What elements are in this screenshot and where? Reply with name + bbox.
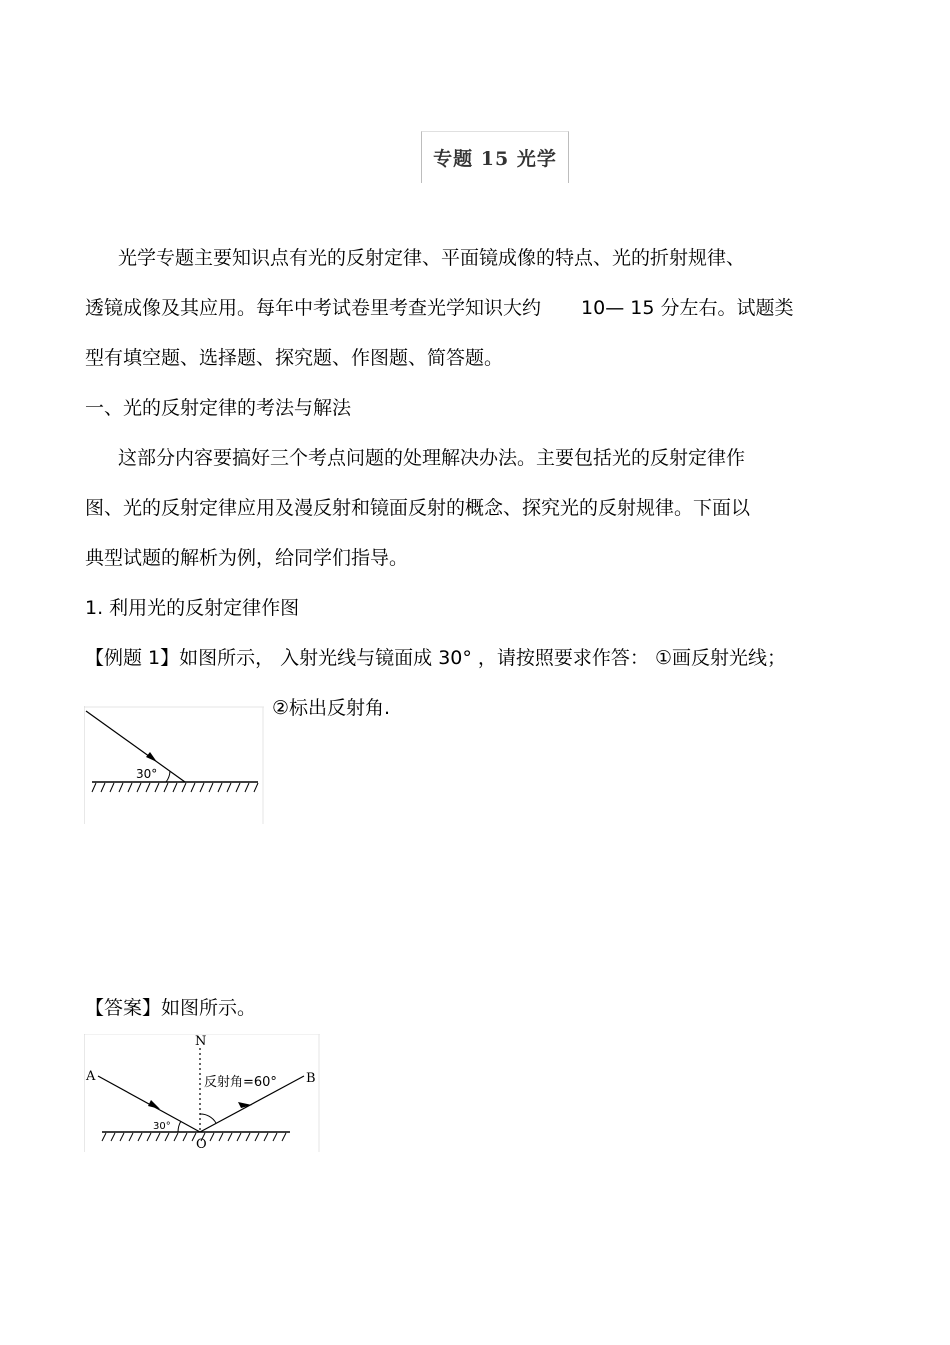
- figure-incident-ray: [84, 706, 264, 824]
- figure-reflection-answer: [84, 1034, 320, 1152]
- subheading: 1. 利用光的反射定律作图: [85, 597, 300, 619]
- intro-line-2b: 10— 15 分左右。试题类: [581, 297, 794, 319]
- reflect-angle-label: 反射角=60°: [204, 1075, 277, 1090]
- angle-arc: [166, 771, 170, 782]
- example-line-1: 【例题 1】如图所示， 入射光线与镜面成 30° ，请按照要求作答： ①画反射光线；: [85, 647, 786, 669]
- section-heading: 一、光的反射定律的考法与解法: [85, 397, 352, 419]
- intro-line-1: 光学专题主要知识点有光的反射定律、平面镜成像的特点、光的折射规律、: [118, 247, 746, 269]
- label-a: A: [86, 1069, 96, 1084]
- section-para-1: 这部分内容要搞好三个考点问题的处理解决办法。主要包括光的反射定律作: [118, 447, 746, 469]
- mirror-hatch: [102, 1133, 286, 1141]
- mirror-hatch: [92, 783, 258, 792]
- title-box: [421, 131, 569, 183]
- arrow-head-icon: [146, 752, 157, 762]
- incident-arrow-icon: [148, 1100, 160, 1109]
- page-title: 专题 15 光学: [433, 148, 557, 170]
- intro-line-3: 型有填空题、选择题、探究题、作图题、简答题。: [85, 347, 504, 369]
- intro-line-2: [85, 296, 793, 320]
- angle-arc-60: [200, 1114, 216, 1123]
- angle-arc-30: [178, 1121, 181, 1132]
- label-b: B: [306, 1071, 316, 1086]
- section-para-3: 典型试题的解析为例，给同学们指导。: [85, 547, 409, 569]
- section-para-2: 图、光的反射定律应用及漫反射和镜面反射的概念、探究光的反射规律。下面以: [85, 497, 751, 519]
- angle-label: 30°: [136, 767, 158, 781]
- angle-label-30: 30°: [153, 1121, 171, 1132]
- answer-line: 【答案】如图所示。: [85, 997, 257, 1019]
- label-o: O: [196, 1137, 207, 1152]
- example-line-2: ②标出反射角.: [272, 697, 391, 719]
- intro-line-2a: 透镜成像及其应用。每年中考试卷里考查光学知识大约: [85, 297, 542, 319]
- label-n: N: [195, 1034, 207, 1049]
